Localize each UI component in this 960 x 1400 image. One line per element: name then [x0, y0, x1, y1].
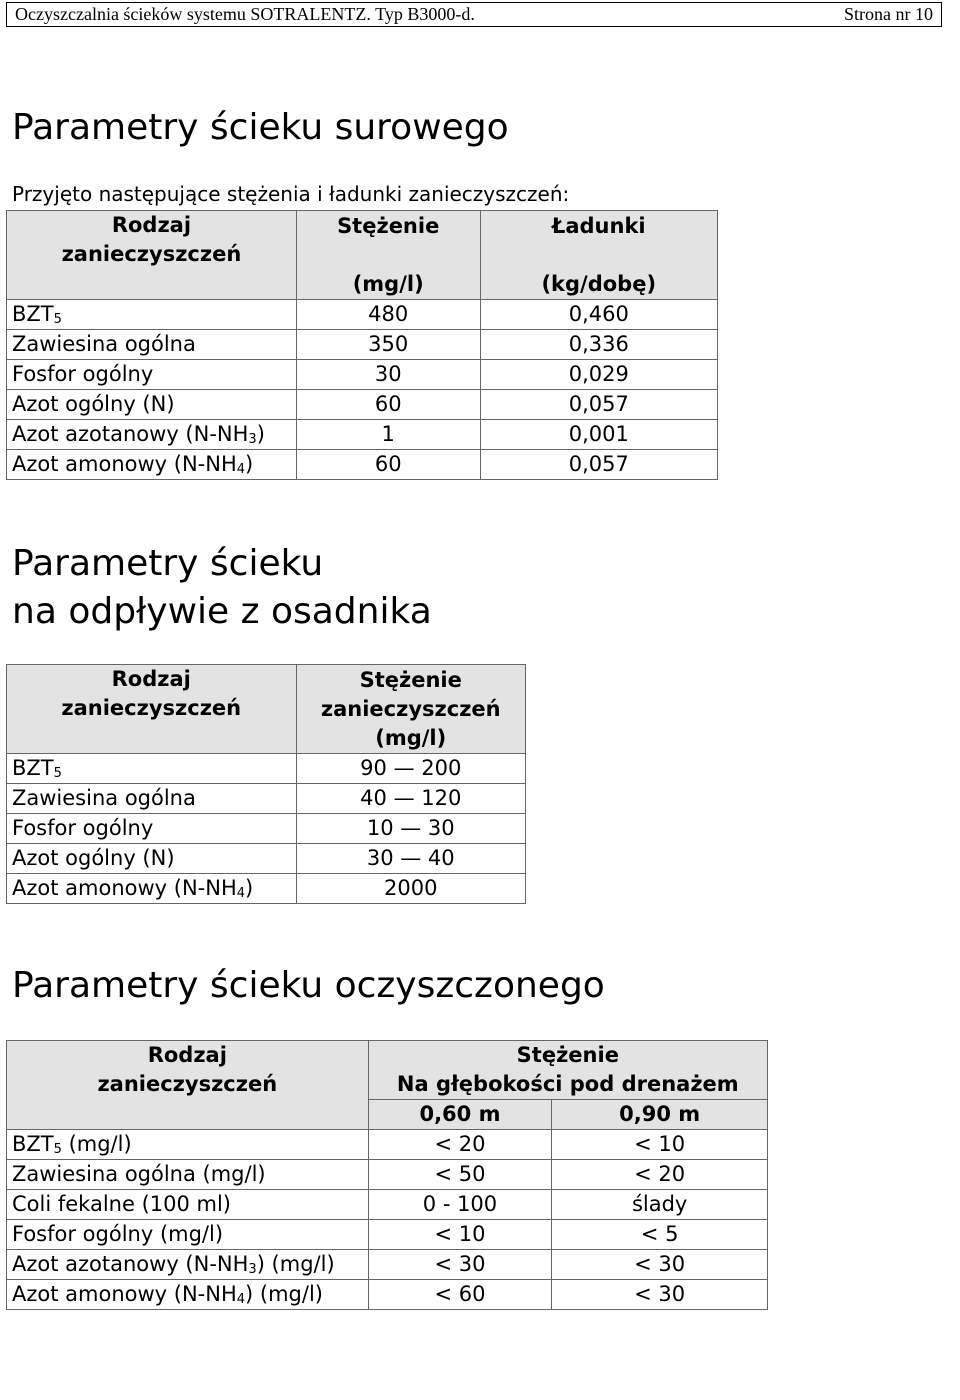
cell-depth-060: < 20: [368, 1130, 552, 1160]
header-cell-type: Rodzaj zanieczyszczeń: [7, 211, 297, 300]
cell-depth-060: < 60: [368, 1280, 552, 1310]
cell-concentration: 60: [296, 390, 480, 420]
table-row: [7, 420, 718, 450]
cell-concentration: 60: [296, 450, 480, 480]
cell-load: 0,057: [480, 390, 717, 420]
cell-concentration: 10 — 30: [296, 814, 526, 844]
cell-concentration: 350: [296, 330, 480, 360]
cell-load: 0,029: [480, 360, 717, 390]
cell-depth-090: < 10: [552, 1130, 768, 1160]
header-cell-concentration: Stężenie (mg/l): [296, 211, 480, 300]
cell-concentration: 30 — 40: [296, 844, 526, 874]
cell-pollutant: Azot azotanowy $(N-NH_3)$ (mg/l): [7, 1250, 369, 1280]
cell-pollutant: Azot azotanowy $(N-NH_3)$: [7, 420, 297, 450]
cell-pollutant: Azot amonowy $(N-NH_4)$ (mg/l): [7, 1280, 369, 1310]
cell-pollutant: $BZT_5$: [7, 300, 297, 330]
cell-pollutant: Coli fekalne (100 ml): [7, 1190, 369, 1220]
table-row: [7, 360, 718, 390]
cell-depth-090: < 20: [552, 1160, 768, 1190]
table-row: [7, 814, 526, 844]
header-cell-depth-090: 0,90 m: [552, 1100, 768, 1130]
header-cell-type: Rodzaj zanieczyszczeń: [7, 665, 297, 754]
cell-concentration: 480: [296, 300, 480, 330]
cell-load: 0,057: [480, 450, 717, 480]
cell-load: 0,460: [480, 300, 717, 330]
cell-load: 0,336: [480, 330, 717, 360]
page-number: Strona nr 10: [844, 4, 933, 24]
table-row: [7, 1280, 768, 1310]
cell-depth-060: < 50: [368, 1160, 552, 1190]
table-header-row: [7, 1041, 768, 1100]
table-row: [7, 390, 718, 420]
cell-concentration: 40 — 120: [296, 784, 526, 814]
cell-depth-090: < 30: [552, 1250, 768, 1280]
table-row: [7, 1130, 768, 1160]
header-cell-concentration: Stężenie Na głębokości pod drenażem: [368, 1041, 767, 1100]
table-header-row: [7, 665, 526, 754]
cell-depth-090: ślady: [552, 1190, 768, 1220]
cell-concentration: 90 — 200: [296, 754, 526, 784]
cell-concentration: 30: [296, 360, 480, 390]
section-title-treated: Parametry ścieku oczyszczonego: [12, 965, 605, 1006]
cell-depth-090: < 5: [552, 1220, 768, 1250]
table-row: [7, 1190, 768, 1220]
cell-pollutant: Fosfor ogólny: [7, 360, 297, 390]
treated-sewage-table: [6, 1040, 768, 1310]
cell-pollutant: Zawiesina ogólna (mg/l): [7, 1160, 369, 1190]
cell-depth-060: < 30: [368, 1250, 552, 1280]
cell-pollutant: Zawiesina ogólna: [7, 330, 297, 360]
table-row: [7, 450, 718, 480]
cell-depth-060: < 10: [368, 1220, 552, 1250]
table-row: [7, 1220, 768, 1250]
section-title-settler-2: na odpływie z osadnika: [12, 591, 432, 632]
cell-load: 0,001: [480, 420, 717, 450]
table-row: [7, 874, 526, 904]
header-title: Oczyszczalnia ścieków systemu SOTRALENTZ. Typ B3000-d.: [15, 4, 475, 24]
table-row: [7, 754, 526, 784]
section-title-settler-1: Parametry ścieku: [12, 543, 324, 584]
cell-pollutant: $BZT_5$: [7, 754, 297, 784]
cell-pollutant: Zawiesina ogólna: [7, 784, 297, 814]
cell-pollutant: Azot ogólny (N): [7, 390, 297, 420]
header-cell-type: Rodzaj zanieczyszczeń: [7, 1041, 369, 1130]
cell-pollutant: Azot amonowy $(N-NH_4)$: [7, 874, 297, 904]
settler-outflow-table: [6, 664, 526, 904]
cell-pollutant: Fosfor ogólny: [7, 814, 297, 844]
header-cell-load: Ładunki (kg/dobę): [480, 211, 717, 300]
intro-text: Przyjęto następujące stężenia i ładunki zanieczyszczeń:: [12, 182, 570, 206]
table-row: [7, 1250, 768, 1280]
page-header: [6, 2, 942, 27]
header-cell-concentration: Stężenie zanieczyszczeń (mg/l): [296, 665, 526, 754]
cell-concentration: 2000: [296, 874, 526, 904]
table-row: [7, 300, 718, 330]
table-row: [7, 784, 526, 814]
cell-pollutant: $BZT_5$ (mg/l): [7, 1130, 369, 1160]
cell-pollutant: Azot amonowy $(N-NH_4)$: [7, 450, 297, 480]
header-cell-depth-060: 0,60 m: [368, 1100, 552, 1130]
cell-depth-060: 0 - 100: [368, 1190, 552, 1220]
table-row: [7, 844, 526, 874]
table-header-row: [7, 211, 718, 300]
cell-pollutant: Azot ogólny (N): [7, 844, 297, 874]
table-row: [7, 1160, 768, 1190]
section-title-raw: Parametry ścieku surowego: [12, 107, 509, 148]
table-row: [7, 330, 718, 360]
cell-pollutant: Fosfor ogólny (mg/l): [7, 1220, 369, 1250]
cell-depth-090: < 30: [552, 1280, 768, 1310]
cell-concentration: 1: [296, 420, 480, 450]
raw-sewage-table: [6, 210, 718, 480]
